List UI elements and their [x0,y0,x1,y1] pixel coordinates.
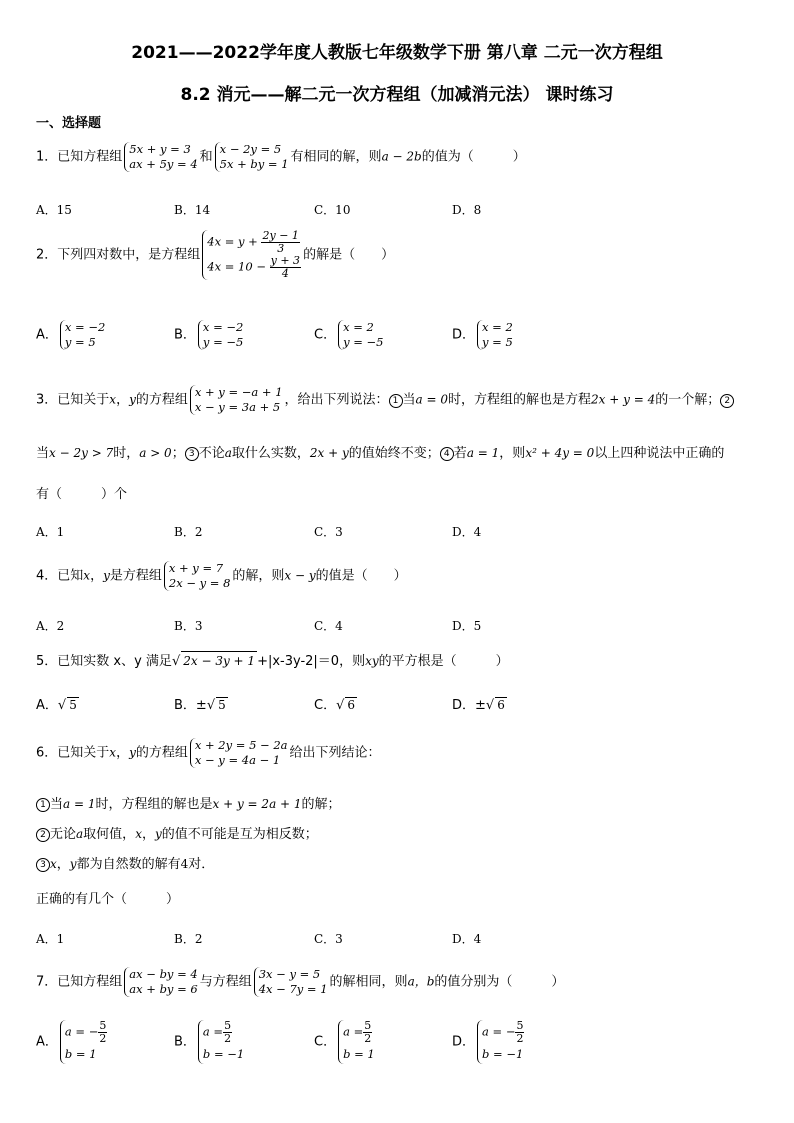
equation: 5x + by = 1 [219,157,289,171]
equation [203,1020,244,1045]
option-c[interactable] [314,320,385,350]
punctuation: ， [56,857,70,872]
question-1 [36,142,526,172]
equation: ax + by = 6 [129,982,198,996]
math-expression: a = 0 [415,392,449,407]
option-d[interactable] [452,694,507,713]
equation-system [60,1020,107,1064]
math-expression: a = 1 [466,446,500,460]
option-c[interactable]: C．3 [314,525,343,539]
circled-number: 3 [36,858,50,872]
question-2 [36,230,394,280]
equation: y = −5 [343,335,384,349]
math-expression: 2x + y [309,446,349,460]
conclusion-2 [36,825,318,844]
fraction-numerator: 2y − 1 [262,229,299,242]
question-5 [36,651,509,671]
equation: x + y = −a + 1 [194,385,283,399]
question-7-text: 7．已知方程组 [36,974,123,990]
fraction [98,1020,107,1045]
variable: y [69,857,77,871]
conclusion-text: 的解； [301,797,341,812]
fraction-numerator: 5 [99,1019,107,1032]
conclusion-text: 时，方程组的解也是 [95,797,213,812]
question-1-text: 和 [199,149,213,165]
radicand: 5 [69,698,77,712]
option-b[interactable]: B．3 [174,619,203,633]
equation: x = 2 [482,320,513,334]
equation-system [338,320,383,350]
question-3-text: 以上四种说法中正确的 [594,446,725,461]
option-label: A． [36,698,58,713]
option-c[interactable]: C．3 [314,932,343,946]
option-d[interactable]: D．4 [452,932,482,946]
variable: x [109,392,117,407]
option-label: C． [314,1034,337,1050]
equation [65,1020,107,1045]
equation: y = 5 [482,335,513,349]
variable: a [224,446,232,460]
variable: y [103,568,110,583]
option-label: B． [174,1034,196,1050]
equation-left: a = − [482,1024,516,1039]
option-c[interactable]: C．10 [314,203,351,217]
math-expression: x² + 4y = 0 [525,446,595,460]
option-a[interactable] [36,694,79,713]
math-expression: 2x + y = 4 [591,392,656,407]
question-4-text: 的解，则 [232,568,285,584]
equation: x + 2y = 5 − 2a [194,738,288,752]
equation-left: 4x = 10 − [207,259,266,274]
equation: x = −2 [64,320,106,334]
question-3-text: ，则 [499,446,526,461]
equation-system [164,561,231,591]
question-3-text: 若 [453,446,467,461]
question-3-text: 时，方程组的解也是方程 [448,392,592,408]
punctuation: ； [171,446,185,461]
question-7 [36,967,564,997]
sqrt-sign: √ [206,698,216,713]
question-3 [36,385,734,415]
option-label: A． [36,327,58,343]
equation: x + y = 7 [168,561,224,575]
equation-system [215,142,289,172]
option-c[interactable]: C．4 [314,619,343,633]
sqrt-sign: √ [336,698,345,713]
fraction-denominator: 3 [277,242,285,255]
question-3-text: ，给出下列说法： [284,392,389,408]
fraction [363,1020,372,1045]
option-a[interactable] [36,320,107,350]
option-c[interactable] [314,694,357,713]
option-a[interactable]: A．1 [36,525,65,539]
question-6-text: 的方程组 [135,745,188,761]
circled-number: 1 [389,394,403,408]
question-2-text: 的解是（ ） [303,247,395,263]
question-3-text: 的值始终不变； [348,446,440,461]
math-expression: a = 1 [63,797,96,811]
option-b[interactable] [174,1020,246,1064]
equation-system [477,320,513,350]
fraction-numerator: 5 [364,1019,372,1032]
option-label: B． [174,327,196,343]
question-3-line-2 [36,444,724,463]
option-d[interactable] [452,320,515,350]
sqrt-sign: √ [57,698,67,713]
equation-system [477,1020,524,1064]
equation-left: a = [343,1024,364,1039]
punctuation: ， [116,745,130,761]
equation: x = 2 [343,320,374,334]
question-1-text: 的值为（ ） [421,149,526,165]
question-3-text: 当 [402,392,416,408]
conclusion-text: 无论 [50,827,77,842]
option-label: C． [314,698,337,713]
variable: a [76,827,84,841]
variable: y [129,392,136,407]
question-4 [36,561,407,591]
variable: x [83,568,91,583]
equation [207,255,301,280]
option-label: B．± [174,698,207,713]
equation [482,1020,524,1045]
equation: b = −1 [202,1047,245,1061]
conclusion-text: 都为自然数的解有 [76,857,181,872]
number: 4 [180,857,189,871]
option-label: C． [314,327,337,343]
equation: b = 1 [64,1047,97,1061]
sqrt-sign: √ [485,698,495,713]
math-expression: x − y [284,568,316,583]
question-7-text: 的值分别为（ ） [434,974,565,990]
question-4-text: 的值是（ ） [315,568,407,584]
equation-system [190,385,283,415]
question-7-text: 的解相同，则 [329,974,408,990]
equation-system [338,1020,375,1064]
question-4-text: 是方程组 [109,568,162,584]
fraction [270,255,301,280]
question-1-text: 有相同的解，则 [290,149,382,165]
equation-system [202,230,301,280]
equation: x = −2 [202,320,244,334]
option-b[interactable]: B．14 [174,203,211,217]
equation-system [198,320,243,350]
math-expression: x + y = 2a + 1 [212,797,302,811]
question-1-text: 1．已知方程组 [36,149,123,165]
page-title: 2021——2022学年度人教版七年级数学下册 第八章 二元一次方程组 [131,43,663,63]
equation: b = −1 [482,1047,524,1061]
variable: x [50,857,57,871]
option-c[interactable] [314,1020,377,1064]
math-expression: a − 2b [381,149,422,164]
fraction-denominator: 2 [516,1032,524,1045]
question-3-text: 时， [113,446,140,461]
math-expression: a，b [407,974,435,989]
variable: y [154,827,162,841]
option-label: A． [36,1034,58,1050]
question-7-text: 与方程组 [199,974,252,990]
question-6-text: 6．已知关于 [36,745,110,761]
question-3-text: 的方程组 [135,392,188,408]
option-b[interactable] [174,694,228,713]
question-3-text: 3．已知关于 [36,392,110,408]
equation-system [124,967,197,997]
equation: ax + 5y = 4 [129,157,198,171]
conclusion-3 [36,855,214,874]
question-5-text: 5．已知实数 x、y 满足 [36,654,172,669]
section-heading: 一、选择题 [36,116,102,131]
equation: x − 2y = 5 [219,142,282,156]
question-3-text: 当 [36,446,50,461]
math-expression: xy [365,654,379,668]
sqrt-sign: √ [171,654,181,669]
equation: 2x − y = 8 [168,576,231,590]
question-3-text: 取什么实数， [231,446,310,461]
equation-left: a = − [64,1024,99,1039]
equation-left: a = [202,1024,224,1039]
conclusion-text: 当 [50,797,64,812]
equation-system [124,142,197,172]
question-4-text: 4．已知 [36,568,84,584]
option-a[interactable] [36,1020,109,1064]
equation: x − y = 4a − 1 [194,753,281,767]
variable: x [109,745,117,760]
conclusion-text: 对． [188,857,215,872]
circled-number: 4 [440,447,454,461]
option-d[interactable]: D．5 [452,619,482,633]
option-label: D．± [452,698,486,713]
option-a[interactable]: A．2 [36,619,65,633]
fraction-numerator: 5 [516,1019,524,1032]
equation: b = 1 [343,1047,375,1061]
circled-number: 2 [36,828,50,842]
question-3-line-3: 有（ ）个 [36,487,128,502]
punctuation: ， [141,827,155,842]
question-6-ask: 正确的有几个（ ） [36,892,180,907]
circled-number: 3 [185,447,199,461]
radicand: 5 [218,698,226,712]
question-6 [36,738,381,768]
option-b[interactable] [174,320,245,350]
equation: y = 5 [64,335,96,349]
fraction-denominator: 2 [364,1032,372,1045]
option-label: D． [452,1034,476,1050]
punctuation: ， [116,392,130,408]
equation-left: 4x = y + [207,234,258,249]
question-5-text: 的平方根是（ ） [378,654,509,669]
conclusion-1 [36,795,341,814]
equation-system [190,738,288,768]
question-2-text: 2．下列四对数中，是方程组 [36,247,201,263]
math-expression: x − 2y > 7 [49,446,114,460]
fraction-denominator: 2 [99,1032,107,1045]
option-label: D． [452,327,476,343]
equation: 5x + y = 3 [129,142,191,156]
fraction [261,230,299,255]
equation [207,230,301,255]
equation-system [198,1020,244,1064]
equation: x − y = 3a + 5 [194,400,281,414]
circled-number: 1 [36,798,50,812]
option-a[interactable]: A．1 [36,932,65,946]
punctuation: ， [90,568,104,584]
fraction-denominator: 4 [281,267,289,280]
conclusion-text: 的值不可能是互为相反数； [161,827,318,842]
question-5-text: +|x-3y-2|＝0，则 [257,654,366,669]
math-expression: a > 0 [139,446,172,460]
option-a[interactable]: A．15 [36,203,72,217]
question-3-text: 的一个解； [655,392,721,408]
option-d[interactable]: D．4 [452,525,482,539]
page-subtitle: 8.2 消元——解二元一次方程组（加减消元法） 课时练习 [180,85,614,105]
equation-system [254,967,328,997]
option-d[interactable]: D．8 [452,203,482,217]
option-b[interactable]: B．2 [174,525,203,539]
radicand: 6 [497,698,505,712]
radicand: 6 [347,698,356,712]
fraction [223,1020,232,1045]
fraction [515,1020,524,1045]
equation-system [60,320,105,350]
equation: y = −5 [202,335,244,349]
variable: y [129,745,136,760]
equation: 4x − 7y = 1 [258,982,328,996]
equation [343,1020,375,1045]
equation: ax − by = 4 [129,967,198,981]
option-b[interactable]: B．2 [174,932,203,946]
question-3-text: 不论 [198,446,225,461]
fraction-numerator: 5 [224,1019,232,1032]
fraction-numerator: y + 3 [270,254,301,267]
variable: x [135,827,142,841]
option-d[interactable] [452,1020,526,1064]
circled-number: 2 [720,394,734,408]
question-6-text: 给出下列结论： [289,745,381,761]
radicand: 2x − 3y + 1 [181,651,257,670]
fraction-denominator: 2 [224,1032,232,1045]
equation: 3x − y = 5 [258,967,321,981]
conclusion-text: 取何值， [83,827,136,842]
